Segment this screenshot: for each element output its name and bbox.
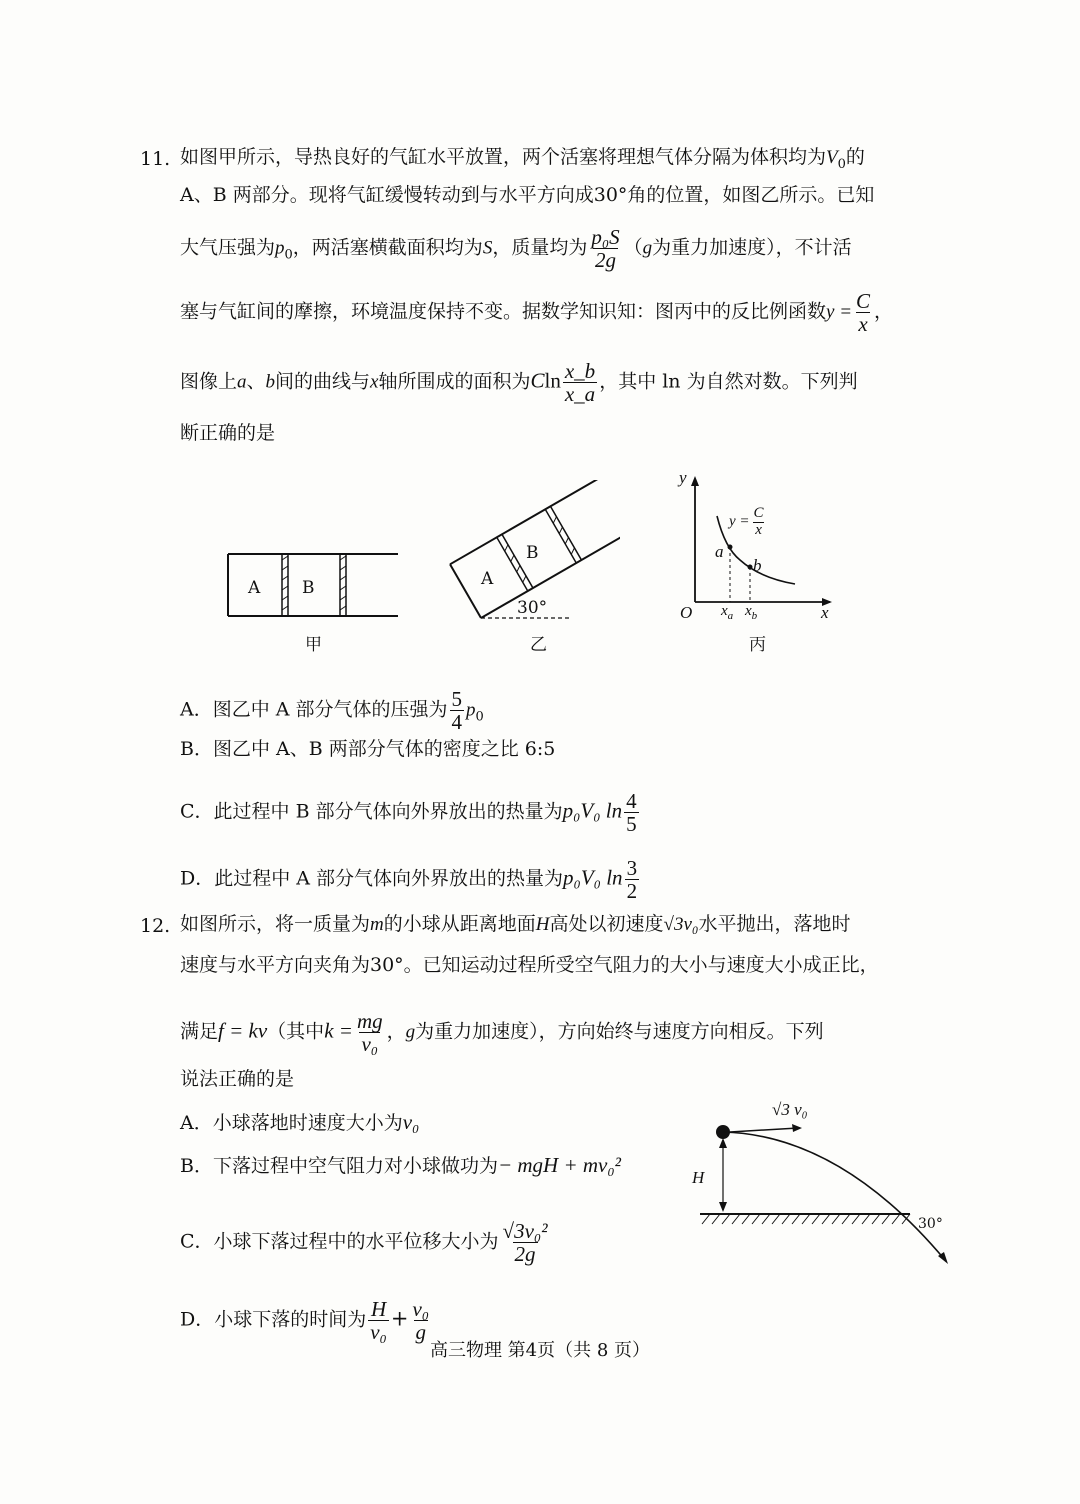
q12-option-a: A．小球落地时速度大小为v₀ [180, 1110, 420, 1134]
yi-caption: 乙 [530, 635, 547, 655]
q12-option-b: B．下落过程中空气阻力对小球做功为− mgH + mv₀² [180, 1153, 621, 1177]
bing-a-label: a [715, 542, 724, 561]
q12-angle-label: 30° [918, 1216, 943, 1232]
q12-height-label: H [692, 1168, 705, 1187]
page-footer: 高三物理 第4页（共 8 页） [429, 1340, 651, 1361]
q11-option-b: B．图乙中 A、B 两部分气体的密度之比 6:5 [180, 738, 556, 760]
bing-b-label: b [753, 556, 762, 575]
mass-fraction: $\frac{\text{p₀S}}{2g}$ [591, 225, 620, 273]
q12-line1: 如图所示，将一质量为m的小球从距离地面H高处以初速度√3v₀水平抛出，落地时 [180, 913, 851, 935]
q12-velocity-label: √3 v₀ [772, 1100, 808, 1119]
jia-label-b: B [302, 578, 315, 598]
q11-line5: 图像上a、b间的曲线与x轴所围成的面积为Cln $\frac{x\_b}{x\_a}$ ，其中 ln 为自然对数。下列判 [180, 359, 858, 407]
q12-line2: 速度与水平方向夹角为30°。已知运动过程所受空气阻力的大小与速度大小成正比， [180, 954, 879, 976]
trajectory [723, 1132, 945, 1260]
bing-xb-label: $x_b$ [745, 603, 758, 622]
q11-option-d: D．此过程中 A 部分气体向外界放出的热量为p₀V₀ ln $\frac{3}{2}$ [180, 856, 638, 904]
q11-line1: 如图甲所示，导热良好的气缸水平放置，两个活塞将理想气体分隔为体积均为$V_0$的 [180, 146, 865, 172]
q11-line6: 断正确的是 [180, 422, 276, 444]
q11-line2: A、B 两部分。现将气缸缓慢转动到与水平方向成30°角的位置，如图乙所示。已知 [180, 184, 875, 206]
bing-equation: y = $\frac{C}{x}$ [729, 505, 764, 538]
q12-line3: 满足f = kv（其中k = $\frac{mg}{\text{v₀}}$ ，g为重力加速度），方向始终与速度方向相反。下列 [180, 1009, 824, 1057]
piston-2 [545, 506, 581, 563]
yi-label-a: A [481, 569, 494, 589]
q12-line4: 说法正确的是 [180, 1068, 295, 1090]
jia-caption: 甲 [305, 635, 322, 655]
q12-option-d: D．小球下落的时间为 $\frac{H}{\text{v₀}}$ + $\frac{\text{v₀}}{g}$ [180, 1297, 430, 1345]
area-fraction: $\frac{x\_b}{x\_a}$ [564, 359, 596, 407]
bing-caption: 丙 [749, 635, 766, 655]
yi-label-b: B [526, 543, 539, 563]
projectile-figure [690, 1100, 960, 1270]
figure-bing [670, 468, 845, 613]
q11-line3: 大气压强为$p_0$，两活塞横截面积均为S，质量均为 $\frac{\text{p₀S}}{2g}$ （g为重力加速度），不计活 [180, 225, 852, 273]
q11-line4: 塞与气缸间的摩擦，环境温度保持不变。据数学知识知：图丙中的反比例函数y = $\frac{C}{x}$ ， [180, 289, 894, 337]
q11-number: 11. [140, 148, 171, 170]
q12-number: 12. [140, 915, 171, 937]
bing-xa-label: $x_a$ [721, 603, 734, 622]
bing-y-label: y [679, 468, 687, 487]
bing-origin-label: O [680, 603, 693, 622]
inverse-function-fraction: $\frac{C}{x}$ [856, 289, 871, 337]
yi-angle-label: 30° [517, 598, 548, 618]
q12-option-c: C．小球下落过程中的水平位移大小为 $\frac{\text{√3v₀²}}{2g}$ [180, 1219, 548, 1267]
q11-option-a: A．图乙中 A 部分气体的压强为 $\frac{5}{4}$ $p_0$ [180, 687, 484, 735]
jia-label-a: A [248, 578, 261, 598]
q11-option-c: C．此过程中 B 部分气体向外界放出的热量为p₀V₀ ln $\frac{4}{5}$ [180, 789, 637, 837]
bing-x-label: x [821, 603, 829, 622]
